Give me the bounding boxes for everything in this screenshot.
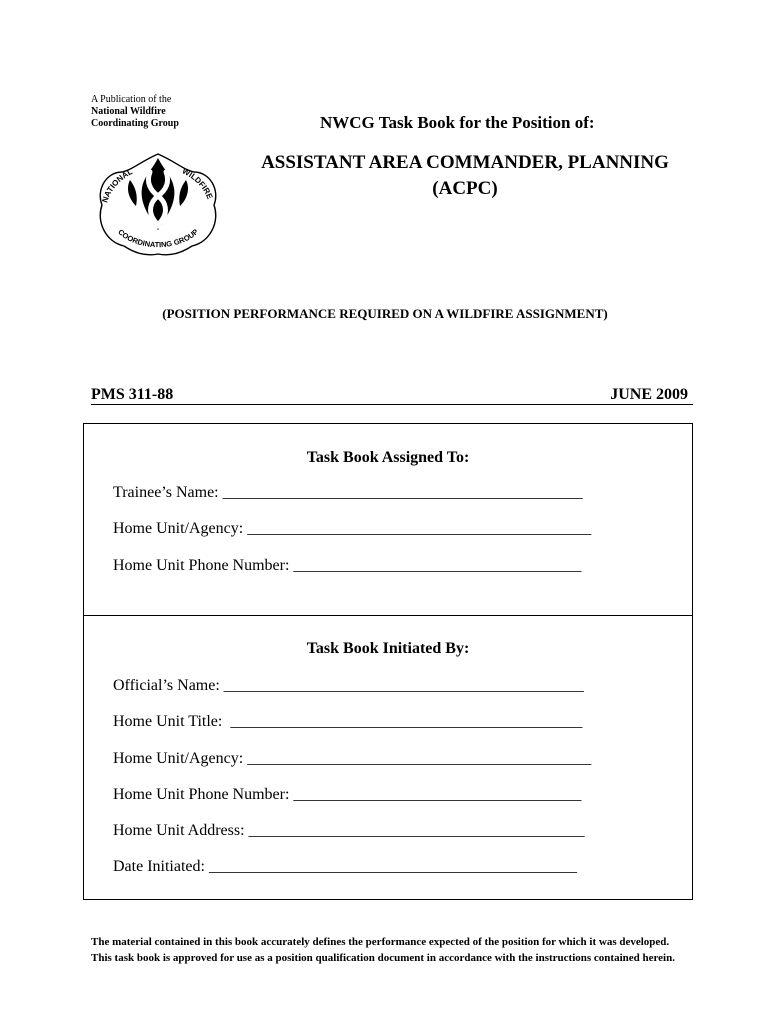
position-abbrev: (ACPC) [432, 178, 498, 199]
publisher-line-1: A Publication of the [91, 94, 172, 105]
trainee-name-field[interactable]: Trainee’s Name: _____________________________________________ [113, 484, 583, 501]
position-title: ASSISTANT AREA COMMANDER, PLANNING [261, 152, 669, 173]
date-initiated-field[interactable]: Date Initiated: ______________________________________________ [113, 858, 577, 875]
home-unit-address-field[interactable]: Home Unit Address: __________________________________________ [113, 822, 585, 839]
initiated-by-box [83, 615, 693, 900]
document-heading: NWCG Task Book for the Position of: [320, 113, 595, 132]
publisher-block [91, 94, 179, 130]
official-name-field[interactable]: Official’s Name: _____________________________________________ [113, 677, 584, 694]
home-unit-phone-field[interactable]: Home Unit Phone Number: ____________________________________ [113, 557, 582, 574]
home-unit-title-field[interactable]: Home Unit Title: ____________________________________________ [113, 713, 583, 730]
publisher-line-3: Coordinating Group [91, 118, 179, 129]
logo-text-wildfire: WILDFIRE [180, 166, 215, 201]
svg-text:COORDINATING GROUP [116, 227, 200, 249]
logo-text-national: NATIONAL [100, 167, 135, 204]
publication-date: JUNE 2009 [610, 386, 688, 403]
nwcg-logo [92, 150, 224, 258]
home-unit-agency-field[interactable]: Home Unit/Agency: ___________________________________________ [113, 520, 592, 537]
position-title-block [240, 150, 690, 202]
pms-number: PMS 311-88 [91, 386, 174, 403]
approval-statement: The material contained in this book accurately defines the performance expected of the position for which it was developed. This task book is approved for use as a position qualification document in accordance with the instructions contained herein. [91, 936, 675, 964]
publisher-line-2: National Wildfire [91, 106, 166, 117]
initiated-by-title: Task Book Initiated By: [306, 640, 470, 657]
logo-text-coordinating: COORDINATING GROUP [116, 227, 201, 250]
initiated-home-unit-agency-field[interactable]: Home Unit/Agency: ___________________________________________ [113, 750, 592, 767]
assigned-to-title: Task Book Assigned To: [306, 449, 470, 466]
header-rule [91, 404, 693, 405]
assigned-to-box [83, 423, 693, 616]
performance-note: (POSITION PERFORMANCE REQUIRED ON A WILDFIRE ASSIGNMENT) [162, 306, 608, 321]
initiated-home-unit-phone-field[interactable]: Home Unit Phone Number: ____________________________________ [113, 786, 582, 803]
